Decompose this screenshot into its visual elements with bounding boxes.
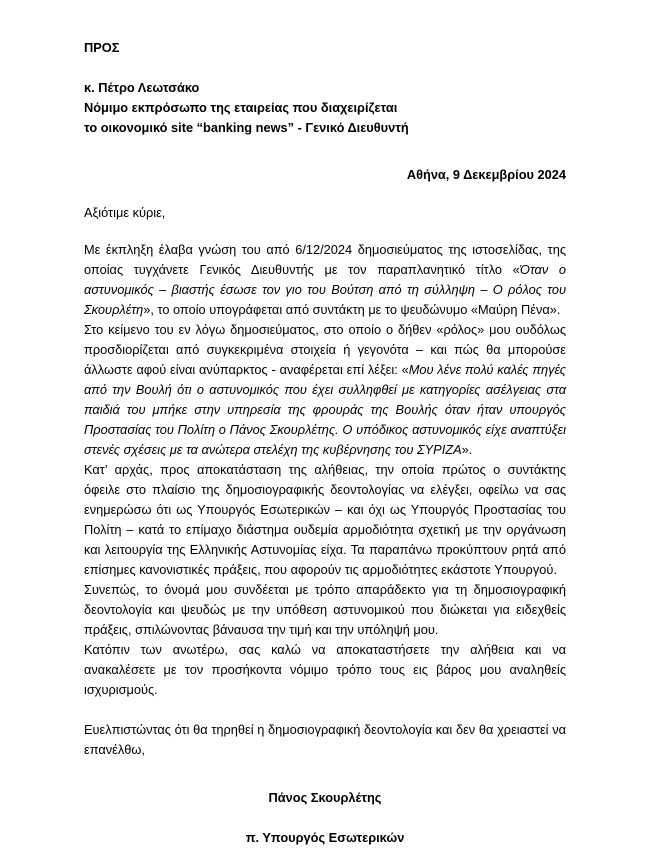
- recipient-name: κ. Πέτρο Λεωτσάκο: [84, 80, 200, 95]
- recipient-role-line1: Νόμιμο εκπρόσωπο της εταιρείας που διαχειρίζεται: [84, 100, 398, 115]
- paragraph-5: Κατόπιν των ανωτέρω, σας καλώ να αποκαταστήσετε την αλήθεια και να ανακαλέσετε με τον προσήκοντα νόμιμο τρόπο τους εις βάρος μου αναληθείς ισχυρισμούς.: [84, 642, 566, 697]
- paragraph-2-text: Στο κείμενο του εν λόγω δημοσιεύματος, στο οποίο ο δήθεν «ρόλος» μου ουδόλως προσδιορίζεται από συγκεκριμένα στοιχεία ή γεγονότα – και πώς θα μπορούσε άλλωστε αφού είναι ανύπαρκτος - αναφέρεται επί λέξει: «: [84, 322, 566, 377]
- closing-paragraph: Ευελπιστώντας ότι θα τηρηθεί η δημοσιογραφική δεοντολογία και δεν θα χρειαστεί να επανέλθω,: [84, 722, 566, 757]
- paragraph-1-quoted-title: Όταν ο αστυνομικός – βιαστής έσωσε τον γιο του Βούτση από τη σύλληψη – Ο ρόλος του Σκουρλέτη: [84, 262, 566, 317]
- paragraph-1-text: Με έκπληξη έλαβα γνώση του από 6/12/2024 δημοσιεύματος της ιστοσελίδας, της οποίας τυγχάνετε Γενικός Διευθυντής με τον παραπλανητικό τίτλο «: [84, 242, 566, 277]
- dateline: Αθήνα, 9 Δεκεμβρίου 2024: [406, 167, 566, 182]
- salutation: Αξιότιμε κύριε,: [84, 205, 166, 220]
- paragraph-4: Συνεπώς, το όνομά μου συνδέεται με τρόπο απαράδεκτο για τη δημοσιογραφική δεοντολογία και ψευδώς με την υπόθεση αστυνομικού που διώκεται για ειδεχθείς πράξεις, σπιλώνοντας βάναυσα την τιμή και την υπόληψή μου.: [84, 582, 566, 637]
- signature-name: Πάνος Σκουρλέτης: [268, 790, 382, 805]
- recipient-block: [84, 78, 566, 138]
- signature-title: π. Υπουργός Εσωτερικών: [245, 830, 405, 845]
- paragraph-1-text-end: », το οποίο υπογράφεται από συντάκτη με το ψευδώνυμο «Μαύρη Πένα».: [143, 302, 561, 317]
- paragraph-1: [84, 240, 566, 320]
- paragraph-2: [84, 320, 566, 460]
- recipient-role-line2: το οικονομικό site “banking news” - Γενικό Διευθυντή: [84, 120, 409, 135]
- paragraph-3: Κατ’ αρχάς, προς αποκατάσταση της αλήθειας, την οποία πρώτος ο συντάκτης όφειλε στο πλαίσιο της δημοσιογραφικής δεοντολογίας να ελέγξει, οφείλω να σας ενημερώσω ότι ως Υπουργός Εσωτερικών – και όχι ως Υπουργός Προστασίας του Πολίτη – κατά το επίμαχο διάστημα ουδεμία αρμοδιότητα σχετική με την οργάνωση και λειτουργία της Ελληνικής Αστυνομίας είχα. Τα παραπάνω προκύπτουν ρητά από επίσημες κανονιστικές πράξεις, που αφορούν τις αρμοδιότητες εκάστοτε Υπουργού.: [84, 462, 566, 577]
- paragraph-2-quoted-excerpt: Μου λένε πολύ καλές πηγές από την Βουλή ότι ο αστυνομικός που έχει συλληφθεί με κατηγορίες ασέλγειας στα παιδιά του μπήκε στην υπηρεσία της φρουράς της Βουλής όταν ήταν υπουργός Προστασίας του Πολίτη ο Πάνος Σκουρλέτης. Ο υπόδικος αστυνομικός είχε αναπτύξει στενές σχέσεις με τα ανώτερα στελέχη της κυβέρνησης του ΣΥΡΙΖΑ: [84, 362, 566, 457]
- paragraph-2-text-end: ».: [461, 442, 473, 457]
- letter-body: [84, 240, 566, 760]
- to-label: ΠΡΟΣ: [84, 40, 120, 55]
